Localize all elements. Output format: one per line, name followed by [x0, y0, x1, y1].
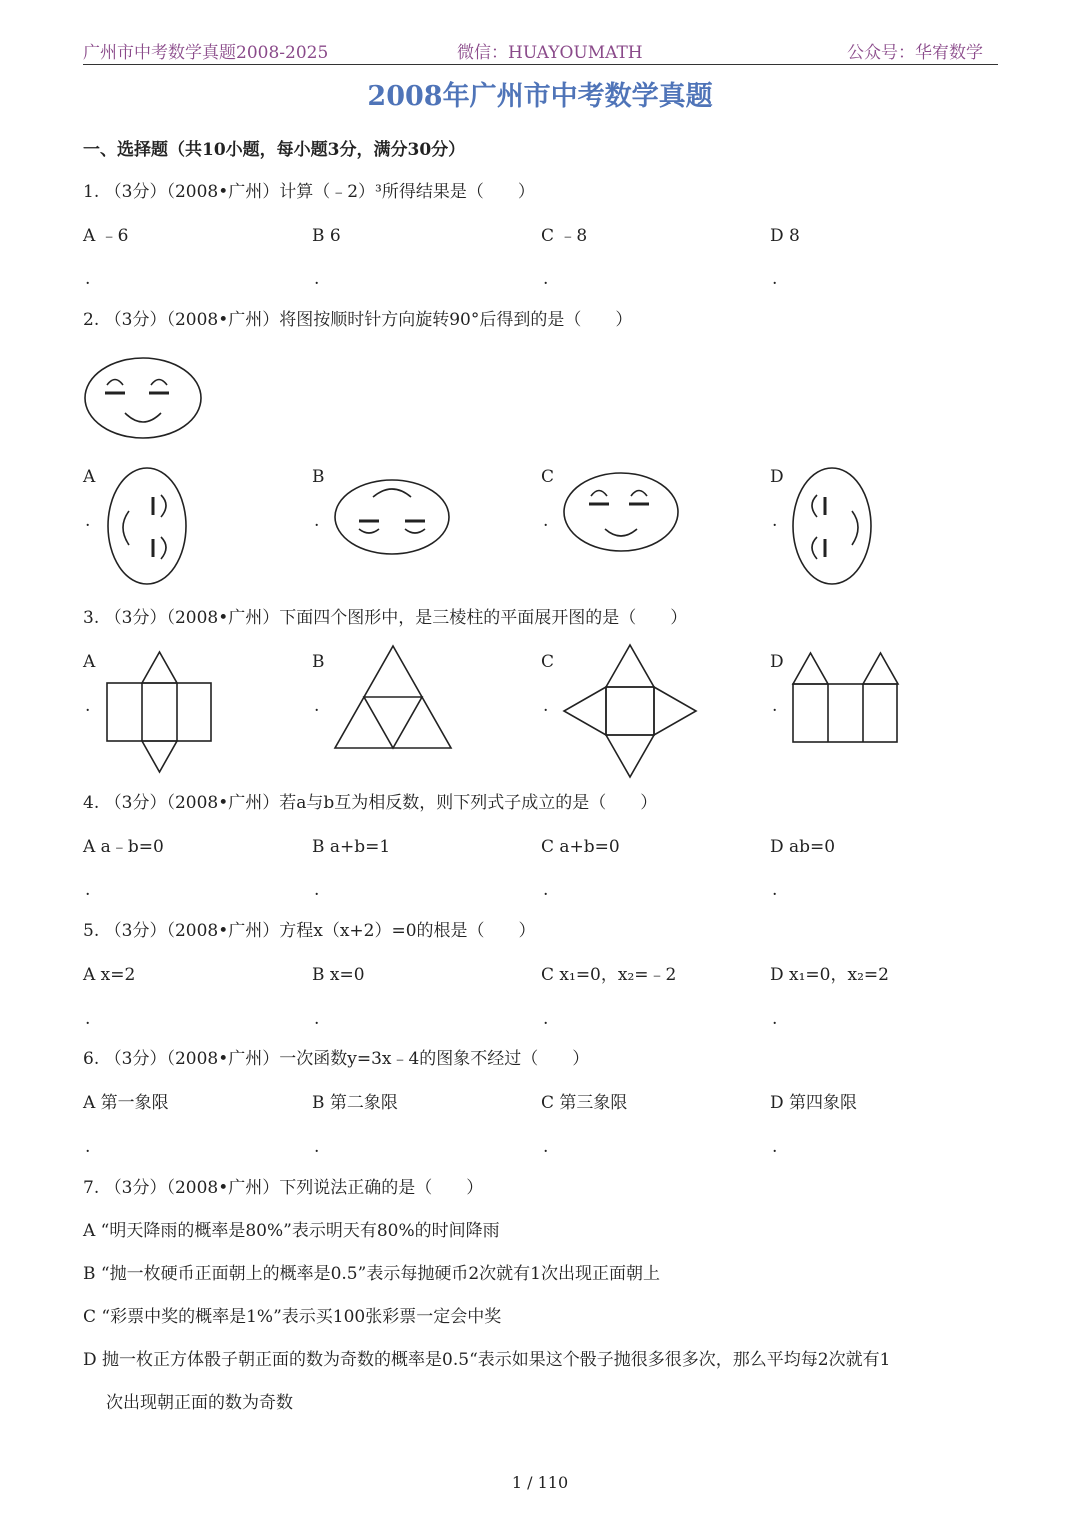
question-6-stem: 6. （3分）（2008•广州）一次函数y=3x﹣4的图象不经过（ ） — [83, 1049, 590, 1069]
question-2-option-c: C — [541, 467, 555, 487]
option-marker: . — [314, 696, 320, 716]
option-d-net-figure — [791, 651, 901, 745]
header-left: 广州市中考数学真题2008-2025 — [83, 43, 329, 63]
option-marker: . — [772, 269, 778, 289]
option-marker: . — [85, 511, 91, 531]
question-5-option-b: B x=0 — [312, 965, 365, 985]
question-1-option-b: B 6 — [312, 226, 341, 246]
question-3-option-d: D — [770, 652, 784, 672]
question-4-stem: 4. （3分）（2008•广州）若a与b互为相反数，则下列式子成立的是（ ） — [83, 793, 658, 813]
question-4-option-a: A a﹣b=0 — [83, 837, 164, 857]
question-1-option-a: A ﹣6 — [83, 226, 129, 246]
option-marker: . — [543, 511, 549, 531]
question-5-option-d: D x₁=0，x₂=2 — [770, 965, 889, 985]
question-2-option-d: D — [770, 467, 784, 487]
header-divider — [83, 64, 998, 65]
question-3-option-a: A — [83, 652, 96, 672]
question-3-option-c: C — [541, 652, 555, 672]
question-1-stem: 1. （3分）（2008•广州）计算（﹣2）³所得结果是（ ） — [83, 182, 535, 202]
option-marker: . — [314, 1009, 320, 1029]
question-4-option-c: C a+b=0 — [541, 837, 620, 857]
option-marker: . — [543, 1009, 549, 1029]
option-b-face-figure — [333, 475, 455, 559]
option-b-net-figure — [333, 644, 455, 750]
option-c-face-figure — [561, 469, 683, 557]
question-7-option-d: D 抛一枚正方体骰子朝正面的数为奇数的概率是0.5“表示如果这个骰子抛很多很多次，那么平均每2次就有1 — [83, 1350, 891, 1370]
question-1-option-c: C ﹣8 — [541, 226, 588, 246]
option-marker: . — [85, 696, 91, 716]
header-account: 公众号：华宥数学 — [847, 43, 983, 63]
option-marker: . — [85, 1137, 91, 1157]
question-3-option-b: B — [312, 652, 325, 672]
option-marker: . — [772, 1009, 778, 1029]
question-5-option-a: A x=2 — [83, 965, 136, 985]
option-marker: . — [85, 269, 91, 289]
question-3-stem: 3. （3分）（2008•广州）下面四个图形中，是三棱柱的平面展开图的是（ ） — [83, 608, 688, 628]
question-6-option-a: A 第一象限 — [83, 1093, 169, 1113]
page-title: 2008年广州市中考数学真题 — [367, 81, 713, 112]
option-marker: . — [543, 696, 549, 716]
question-2-option-b: B — [312, 467, 325, 487]
question-7-option-c: C “彩票中奖的概率是1%”表示买100张彩票一定会中奖 — [83, 1307, 502, 1327]
option-marker: . — [314, 880, 320, 900]
option-marker: . — [85, 880, 91, 900]
option-marker: . — [772, 696, 778, 716]
option-marker: . — [543, 1137, 549, 1157]
question-2-option-a: A — [83, 467, 96, 487]
question-7-option-b: B “抛一枚硬币正面朝上的概率是0.5”表示每抛硬币2次就有1次出现正面朝上 — [83, 1264, 660, 1284]
smiley-face-figure — [83, 355, 207, 445]
question-4-option-b: B a+b=1 — [312, 837, 391, 857]
option-a-net-figure — [105, 650, 215, 774]
question-1-option-d: D 8 — [770, 226, 800, 246]
question-6-option-b: B 第二象限 — [312, 1093, 398, 1113]
option-marker: . — [314, 269, 320, 289]
option-marker: . — [543, 269, 549, 289]
option-marker: . — [314, 1137, 320, 1157]
option-c-net-figure — [562, 643, 700, 781]
option-marker: . — [314, 511, 320, 531]
section-heading: 一、选择题（共10小题，每小题3分，满分30分） — [83, 140, 466, 160]
question-6-option-c: C 第三象限 — [541, 1093, 628, 1113]
question-2-stem: 2. （3分）（2008•广州）将图按顺时针方向旋转90°后得到的是（ ） — [83, 310, 633, 330]
header-wechat: 微信：HUAYOUMATH — [457, 43, 643, 63]
option-marker: . — [85, 1009, 91, 1029]
option-marker: . — [772, 511, 778, 531]
question-4-option-d: D ab=0 — [770, 837, 836, 857]
option-marker: . — [772, 880, 778, 900]
question-5-option-c: C x₁=0，x₂=﹣2 — [541, 965, 677, 985]
page-number: 1 / 110 — [511, 1473, 569, 1492]
question-5-stem: 5. （3分）（2008•广州）方程x（x+2）=0的根是（ ） — [83, 921, 536, 941]
option-a-face-figure — [105, 465, 189, 587]
option-marker: . — [772, 1137, 778, 1157]
question-7-option-a: A “明天降雨的概率是80%”表示明天有80%的时间降雨 — [83, 1221, 500, 1241]
question-7-stem: 7. （3分）（2008•广州）下列说法正确的是（ ） — [83, 1178, 484, 1198]
question-7-option-d-continued: 次出现朝正面的数为奇数 — [106, 1393, 293, 1413]
question-6-option-d: D 第四象限 — [770, 1093, 858, 1113]
option-marker: . — [543, 880, 549, 900]
option-d-face-figure — [790, 465, 874, 587]
